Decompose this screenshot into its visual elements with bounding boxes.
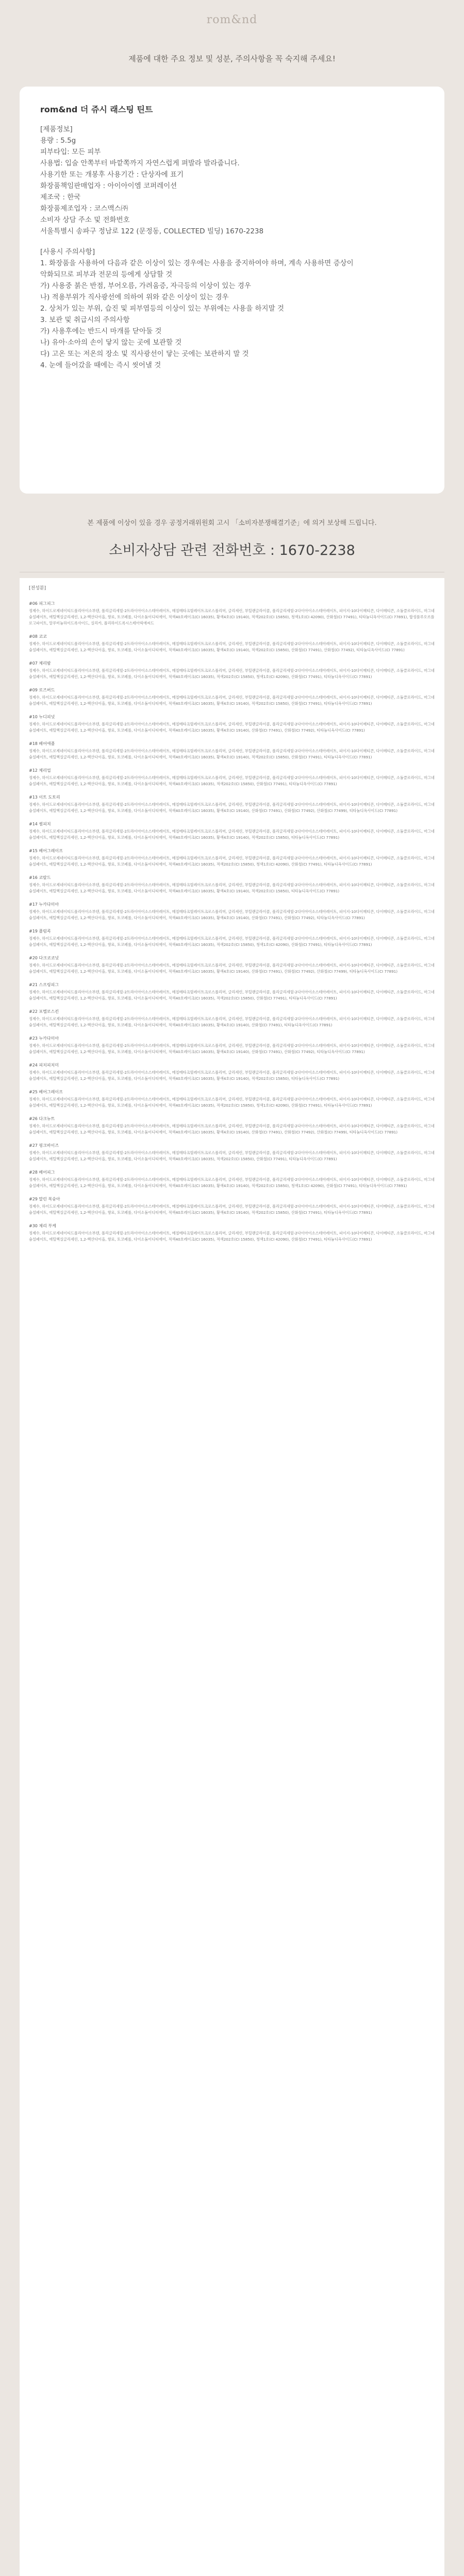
- ingredient-body: 정제수, 하이드로제네이티드폴리아이소부텐, 폴리글리세릴-2트라이아이소스테아레이트, 메칠메타크릴레이트크로스폴리머, 글리세린, 부틸렌글라이콜, 폴리글리세릴-2다이아이소스테아레이트, 피이지-10다이메티콘, 다이메티콘, 소듐클로라이드, 마그네슘설페이트, 에틸헥실글리세린, 1,2-헥산다이올, 향료, 토코페롤, 다이소듐이디티에이, 적색40호레이크(CI 16035), 황색4호(CI 19140), 적색202호(CI 15850), 산화철(CI 77491), 티타늄디옥사이드(CI 77891): [29, 749, 435, 759]
- caution-list: [40, 258, 424, 371]
- ingredient-section: [29, 1143, 435, 1162]
- ingredient-shade-title: #09 로즈버드: [29, 688, 55, 692]
- caution-line: 가) 사용중 붉은 반점, 부어오름, 가려움증, 자극등의 이상이 있는 경우: [40, 282, 251, 290]
- caution-line: 다) 고온 또는 저온의 장소 및 직사광선이 닿는 곳에는 보관하지 말 것: [40, 350, 249, 358]
- ingredient-shade-title: #06 피그피그: [29, 601, 55, 606]
- ingredient-body: 정제수, 하이드로제네이티드폴리아이소부텐, 폴리글리세릴-2트라이아이소스테아레이트, 메칠메타크릴레이트크로스폴리머, 글리세린, 부틸렌글라이콜, 폴리글리세릴-2다이아이소스테아레이트, 피이지-10다이메티콘, 다이메티콘, 소듐클로라이드, 마그네슘설페이트, 에틸헥실글리세린, 1,2-헥산다이올, 향료, 토코페롤, 다이소듐이디티에이, 적색40호레이크(CI 16035), 황색4호(CI 19140), 적색202호(CI 15850), 산화철(CI 77491), 산화철(CI 77492), 티타늄디옥사이드(CI 77891): [29, 641, 435, 652]
- ingredient-body: 정제수, 하이드로제네이티드폴리아이소부텐, 폴리글리세릴-2트라이아이소스테아레이트, 메칠메타크릴레이트크로스폴리머, 글리세린, 부틸렌글라이콜, 폴리글리세릴-2다이아이소스테아레이트, 피이지-10다이메티콘, 다이메티콘, 소듐클로라이드, 마그네슘설페이트, 에틸헥실글리세린, 1,2-헥산다이올, 향료, 토코페롤, 다이소듐이디티에이, 적색40호레이크(CI 16035), 황색4호(CI 19140), 적색202호(CI 15850), 청색1호(CI 42090), 산화철(CI 77491), 티타늄디옥사이드(CI 77891), 합성플루오르플로고파이트, 알루미늄하이드록사이드, 실리카, 폴리하이드록시스테아릭애씨드: [29, 608, 435, 625]
- ingredient-body: 정제수, 하이드로제네이티드폴리아이소부텐, 폴리글리세릴-2트라이아이소스테아레이트, 메칠메타크릴레이트크로스폴리머, 글리세린, 부틸렌글라이콜, 폴리글리세릴-2다이아이소스테아레이트, 피이지-10다이메티콘, 다이메티콘, 소듐클로라이드, 마그네슘설페이트, 에틸헥실글리세린, 1,2-헥산다이올, 향료, 토코페롤, 다이소듐이디티에이, 적색40호레이크(CI 16035), 황색4호(CI 19140), 적색202호(CI 15850), 티타늄디옥사이드(CI 77891): [29, 883, 435, 893]
- ingredient-section: [29, 982, 435, 1002]
- ingredient-body: 정제수, 하이드로제네이티드폴리아이소부텐, 폴리글리세릴-2트라이아이소스테아레이트, 메칠메타크릴레이트크로스폴리머, 글리세린, 부틸렌글라이콜, 폴리글리세릴-2다이아이소스테아레이트, 피이지-10다이메티콘, 다이메티콘, 소듐클로라이드, 마그네슘설페이트, 에틸헥실글리세린, 1,2-헥산다이올, 향료, 토코페롤, 다이소듐이디티에이, 적색40호레이크(CI 16035), 황색4호(CI 19140), 적색202호(CI 15850), 청색1호(CI 42090), 산화철(CI 77491), 티타늄디옥사이드(CI 77891): [29, 1177, 435, 1188]
- ingredient-section: [29, 714, 435, 734]
- caution-line: 2. 상처가 있는 부위, 습진 및 피부염등의 이상이 있는 부위에는 사용을 하지말 것: [40, 304, 284, 313]
- ingredients-list: [29, 601, 435, 1243]
- ingredient-section: [29, 1223, 435, 1243]
- ingredient-shade-title: #08 코코: [29, 634, 47, 639]
- info-line: 사용법: 입술 안쪽부터 바깥쪽까지 자연스럽게 펴발라 발라줍니다.: [40, 159, 240, 167]
- ingredient-shade-title: #27 핑크바이즈: [29, 1143, 59, 1148]
- brand-logo: rom&nd: [206, 13, 258, 26]
- ingredient-shade-title: #14 썸피치: [29, 822, 51, 826]
- ingredient-body: 정제수, 하이드로제네이티드폴리아이소부텐, 폴리글리세릴-2트라이아이소스테아레이트, 메칠메타크릴레이트크로스폴리머, 글리세린, 부틸렌글라이콜, 폴리글리세릴-2다이아이소스테아레이트, 피이지-10다이메티콘, 다이메티콘, 소듐클로라이드, 마그네슘설페이트, 에틸헥실글리세린, 1,2-헥산다이올, 향료, 토코페롤, 다이소듐이디티에이, 적색40호레이크(CI 16035), 황색4호(CI 19140), 산화철(CI 77491), 산화철(CI 77492), 티타늄디옥사이드(CI 77891): [29, 1043, 435, 1054]
- header-line: 제품에 대한 주요 정보 및 성분, 주의사항을 꼭 숙지해 주세요!: [128, 54, 336, 63]
- ingredient-body: 정제수, 하이드로제네이티드폴리아이소부텐, 폴리글리세릴-2트라이아이소스테아레이트, 메칠메타크릴레이트크로스폴리머, 글리세린, 부틸렌글라이콜, 폴리글리세릴-2다이아이소스테아레이트, 피이지-10다이메티콘, 다이메티콘, 소듐클로라이드, 마그네슘설페이트, 에틸헥실글리세린, 1,2-헥산다이올, 향료, 토코페롤, 다이소듐이디티에이, 적색40호레이크(CI 16035), 황색4호(CI 19140), 적색202호(CI 15850), 산화철(CI 77491), 티타늄디옥사이드(CI 77891): [29, 695, 435, 706]
- ingredient-body: 정제수, 하이드로제네이티드폴리아이소부텐, 폴리글리세릴-2트라이아이소스테아레이트, 메칠메타크릴레이트크로스폴리머, 글리세린, 부틸렌글라이콜, 폴리글리세릴-2다이아이소스테아레이트, 피이지-10다이메티콘, 다이메티콘, 소듐클로라이드, 마그네슘설페이트, 에틸헥실글리세린, 1,2-헥산다이올, 향료, 토코페롤, 다이소듐이디티에이, 적색40호레이크(CI 16035), 황색4호(CI 19140), 적색202호(CI 15850), 산화철(CI 77491), 티타늄디옥사이드(CI 77891): [29, 1204, 435, 1215]
- ingredient-section: [29, 955, 435, 975]
- product-info-list: [40, 124, 424, 237]
- caution-line: 악화되므로 피부과 전문의 등에게 상담할 것: [40, 270, 173, 279]
- ingredient-shade-title: #26 다크뉴트: [29, 1116, 55, 1121]
- ingredient-section: [29, 794, 435, 814]
- ingredient-section: [29, 1062, 435, 1082]
- product-title: rom&nd 더 쥬시 래스팅 틴트: [40, 105, 153, 114]
- ingredient-shade-title: #29 말린 복숭아: [29, 1197, 60, 1201]
- ingredient-body: 정제수, 하이드로제네이티드폴리아이소부텐, 폴리글리세릴-2트라이아이소스테아레이트, 메칠메타크릴레이트크로스폴리머, 글리세린, 부틸렌글라이콜, 폴리글리세릴-2다이아이소스테아레이트, 피이지-10다이메티콘, 다이메티콘, 소듐클로라이드, 마그네슘설페이트, 에틸헥실글리세린, 1,2-헥산다이올, 향료, 토코페롤, 다이소듐이디티에이, 적색40호레이크(CI 16035), 황색4호(CI 19140), 적색202호(CI 15850), 티타늄디옥사이드(CI 77891): [29, 829, 435, 840]
- ingredient-shade-title: #10 누디피넛: [29, 715, 55, 719]
- ingredient-section: [29, 928, 435, 948]
- customer-phone: 소비자상담 관련 전화번호 : 1670-2238: [109, 543, 355, 558]
- ingredient-shade-title: #19 플럼콕: [29, 929, 51, 934]
- ingredient-section: [29, 601, 435, 626]
- ingredient-body: 정제수, 하이드로제네이티드폴리아이소부텐, 폴리글리세릴-2트라이아이소스테아레이트, 메칠메타크릴레이트크로스폴리머, 글리세린, 부틸렌글라이콜, 폴리글리세릴-2다이아이소스테아레이트, 피이지-10다이메티콘, 다이메티콘, 소듐클로라이드, 마그네슘설페이트, 에틸헥실글리세린, 1,2-헥산다이올, 향료, 토코페롤, 다이소듐이디티에이, 적색40호레이크(CI 16035), 황색4호(CI 19140), 산화철(CI 77491), 산화철(CI 77492), 티타늄디옥사이드(CI 77891): [29, 909, 435, 920]
- ingredient-shade-title: #28 베어피그: [29, 1170, 55, 1175]
- ingredient-section: [29, 821, 435, 841]
- caution-line: 나) 적용부위가 직사광선에 의하여 위와 같은 이상이 있는 경우: [40, 293, 229, 301]
- ingredient-shade-title: #24 피치피치미: [29, 1063, 59, 1067]
- caution-line: 나) 유아·소아의 손이 닿지 않는 곳에 보관할 것: [40, 338, 182, 347]
- info-line: [제품정보]: [40, 125, 73, 133]
- info-line: 화장품책임판매업자 : 아이아이엠 코퍼레이션: [40, 182, 177, 190]
- info-line: 소비자 상담 주소 및 전화번호: [40, 216, 130, 224]
- ingredient-body: 정제수, 하이드로제네이티드폴리아이소부텐, 폴리글리세릴-2트라이아이소스테아레이트, 메칠메타크릴레이트크로스폴리머, 글리세린, 부틸렌글라이콜, 폴리글리세릴-2다이아이소스테아레이트, 피이지-10다이메티콘, 다이메티콘, 소듐클로라이드, 마그네슘설페이트, 에틸헥실글리세린, 1,2-헥산다이올, 향료, 토코페롤, 다이소듐이디티에이, 적색40호레이크(CI 16035), 적색202호(CI 15850), 산화철(CI 77491), 티타늄디옥사이드(CI 77891): [29, 990, 435, 1001]
- ingredient-shade-title: #13 이트 도토리: [29, 795, 60, 800]
- ingredient-section: [29, 1116, 435, 1136]
- ingredient-body: 정제수, 하이드로제네이티드폴리아이소부텐, 폴리글리세릴-2트라이아이소스테아레이트, 메칠메타크릴레이트크로스폴리머, 글리세린, 부틸렌글라이콜, 폴리글리세릴-2다이아이소스테아레이트, 피이지-10다이메티콘, 다이메티콘, 소듐클로라이드, 마그네슘설페이트, 에틸헥실글리세린, 1,2-헥산다이올, 향료, 토코페롤, 다이소듐이디티에이, 적색40호레이크(CI 16035), 황색4호(CI 19140), 산화철(CI 77491), 산화철(CI 77492), 산화철(CI 77499), 티타늄디옥사이드(CI 77891): [29, 1124, 435, 1134]
- ingredient-section: [29, 741, 435, 760]
- info-line: 용량 : 5.5g: [40, 137, 76, 145]
- spacer: [40, 237, 424, 246]
- ingredient-section: [29, 660, 435, 680]
- ingredient-section: [29, 1036, 435, 1055]
- ingredient-body: 정제수, 하이드로제네이티드폴리아이소부텐, 폴리글리세릴-2트라이아이소스테아레이트, 메칠메타크릴레이트크로스폴리머, 글리세린, 부틸렌글라이콜, 폴리글리세릴-2다이아이소스테아레이트, 피이지-10다이메티콘, 다이메티콘, 소듐클로라이드, 마그네슘설페이트, 에틸헥실글리세린, 1,2-헥산다이올, 향료, 토코페롤, 다이소듐이디티에이, 적색40호레이크(CI 16035), 적색202호(CI 15850), 청색1호(CI 42090), 산화철(CI 77491), 티타늄디옥사이드(CI 77891): [29, 1097, 435, 1108]
- ingredient-body: 정제수, 하이드로제네이티드폴리아이소부텐, 폴리글리세릴-2트라이아이소스테아레이트, 메칠메타크릴레이트크로스폴리머, 글리세린, 부틸렌글라이콜, 폴리글리세릴-2다이아이소스테아레이트, 피이지-10다이메티콘, 다이메티콘, 소듐클로라이드, 마그네슘설페이트, 에틸헥실글리세린, 1,2-헥산다이올, 향료, 토코페롤, 다이소듐이디티에이, 적색40호레이크(CI 16035), 황색4호(CI 19140), 산화철(CI 77491), 티타늄디옥사이드(CI 77891): [29, 1016, 435, 1027]
- info-line: 제조국 : 한국: [40, 193, 81, 201]
- ingredient-body: 정제수, 하이드로제네이티드폴리아이소부텐, 폴리글리세릴-2트라이아이소스테아레이트, 메칠메타크릴레이트크로스폴리머, 글리세린, 부틸렌글라이콜, 폴리글리세릴-2다이아이소스테아레이트, 피이지-10다이메티콘, 다이메티콘, 소듐클로라이드, 마그네슘설페이트, 에틸헥실글리세린, 1,2-헥산다이올, 향료, 토코페롤, 다이소듐이디티에이, 적색40호레이크(CI 16035), 황색4호(CI 19140), 산화철(CI 77491), 산화철(CI 77492), 산화철(CI 77499), 티타늄디옥사이드(CI 77891): [29, 963, 435, 974]
- ingredient-shade-title: #16 코랄드: [29, 875, 51, 880]
- info-line: 피부타입: 모든 피부: [40, 148, 101, 156]
- caution-line: 3. 보관 및 취급시의 주의사항: [40, 316, 130, 324]
- ingredient-section: [29, 1089, 435, 1109]
- ingredient-body: 정제수, 하이드로제네이티드폴리아이소부텐, 폴리글리세릴-2트라이아이소스테아레이트, 메칠메타크릴레이트크로스폴리머, 글리세린, 부틸렌글라이콜, 폴리글리세릴-2다이아이소스테아레이트, 피이지-10다이메티콘, 다이메티콘, 소듐클로라이드, 마그네슘설페이트, 에틸헥실글리세린, 1,2-헥산다이올, 향료, 토코페롤, 다이소듐이디티에이, 적색40호레이크(CI 16035), 황색4호(CI 19140), 산화철(CI 77491), 산화철(CI 77492), 티타늄디옥사이드(CI 77891): [29, 722, 435, 733]
- ingredient-section: [29, 875, 435, 894]
- ingredient-shade-title: #23 누카다미아: [29, 1036, 59, 1041]
- ingredient-shade-title: #25 베어그레이프: [29, 1090, 63, 1094]
- caution-line: 가) 사용후에는 반드시 마개를 닫아둘 것: [40, 327, 162, 335]
- ingredient-shade-title: #18 베어애플: [29, 741, 55, 746]
- ingredient-body: 정제수, 하이드로제네이티드폴리아이소부텐, 폴리글리세릴-2트라이아이소스테아레이트, 메칠메타크릴레이트크로스폴리머, 글리세린, 부틸렌글라이콜, 폴리글리세릴-2다이아이소스테아레이트, 피이지-10다이메티콘, 다이메티콘, 소듐클로라이드, 마그네슘설페이트, 에틸헥실글리세린, 1,2-헥산다이올, 향료, 토코페롤, 다이소듐이디티에이, 적색40호레이크(CI 16035), 황색4호(CI 19140), 산화철(CI 77491), 산화철(CI 77492), 산화철(CI 77499), 티타늄디옥사이드(CI 77891): [29, 802, 435, 813]
- ingredient-body: 정제수, 하이드로제네이티드폴리아이소부텐, 폴리글리세릴-2트라이아이소스테아레이트, 메칠메타크릴레이트크로스폴리머, 글리세린, 부틸렌글라이콜, 폴리글리세릴-2다이아이소스테아레이트, 피이지-10다이메티콘, 다이메티콘, 소듐클로라이드, 마그네슘설페이트, 에틸헥실글리세린, 1,2-헥산다이올, 향료, 토코페롤, 다이소듐이디티에이, 적색40호레이크(CI 16035), 황색4호(CI 19140), 적색202호(CI 15850), 티타늄디옥사이드(CI 77891): [29, 1070, 435, 1081]
- ingredient-body: 정제수, 하이드로제네이티드폴리아이소부텐, 폴리글리세릴-2트라이아이소스테아레이트, 메칠메타크릴레이트크로스폴리머, 글리세린, 부틸렌글라이콜, 폴리글리세릴-2다이아이소스테아레이트, 피이지-10다이메티콘, 다이메티콘, 소듐클로라이드, 마그네슘설페이트, 에틸헥실글리세린, 1,2-헥산다이올, 향료, 토코페롤, 다이소듐이디티에이, 적색40호레이크(CI 16035), 적색202호(CI 15850), 산화철(CI 77491), 티타늄디옥사이드(CI 77891): [29, 1150, 435, 1161]
- ingredient-body: 정제수, 하이드로제네이티드폴리아이소부텐, 폴리글리세릴-2트라이아이소스테아레이트, 메칠메타크릴레이트크로스폴리머, 글리세린, 부틸렌글라이콜, 폴리글리세릴-2다이아이소스테아레이트, 피이지-10다이메티콘, 다이메티콘, 소듐클로라이드, 마그네슘설페이트, 에틸헥실글리세린, 1,2-헥산다이올, 향료, 토코페롤, 다이소듐이디티에이, 적색40호레이크(CI 16035), 적색202호(CI 15850), 산화철(CI 77491), 티타늄디옥사이드(CI 77891): [29, 775, 435, 786]
- ingredient-section: [29, 848, 435, 868]
- product-info-card: [20, 87, 444, 494]
- ingredient-body: 정제수, 하이드로제네이티드폴리아이소부텐, 폴리글리세릴-2트라이아이소스테아레이트, 메칠메타크릴레이트크로스폴리머, 글리세린, 부틸렌글라이콜, 폴리글리세릴-2다이아이소스테아레이트, 피이지-10다이메티콘, 다이메티콘, 소듐클로라이드, 마그네슘설페이트, 에틸헥실글리세린, 1,2-헥산다이올, 향료, 토코페롤, 다이소듐이디티에이, 적색40호레이크(CI 16035), 적색202호(CI 15850), 청색1호(CI 42090), 산화철(CI 77491), 티타늄디옥사이드(CI 77891): [29, 668, 435, 679]
- caution-title: [사용시 주의사항]: [40, 248, 95, 256]
- ingredient-shade-title: #07 체리밤: [29, 661, 51, 666]
- ingredient-shade-title: #17 누카다미아: [29, 902, 59, 907]
- caution-line: 1. 화장품을 사용하여 다음과 같은 이상이 있는 경우에는 사용을 중지하여야 하며, 계속 사용하면 증상이: [40, 259, 354, 267]
- caution-line: 4. 눈에 들어갔을 때에는 즉시 씻어낼 것: [40, 361, 161, 369]
- ingredient-shade-title: #20 다크코코넛: [29, 956, 59, 960]
- info-line: 화장품제조업자 : 코스맥스㈜: [40, 205, 128, 213]
- ingredient-section: [29, 687, 435, 707]
- ingredient-section: [29, 1009, 435, 1028]
- ingredient-section: [29, 634, 435, 653]
- ingredient-shade-title: #12 체리업: [29, 768, 51, 773]
- info-line: 서울특별시 송파구 정남로 122 (문정동, COLLECTED 빌딩) 1670-2238: [40, 227, 264, 235]
- ingredients-panel: [20, 578, 444, 2576]
- ingredient-body: 정제수, 하이드로제네이티드폴리아이소부텐, 폴리글리세릴-2트라이아이소스테아레이트, 메칠메타크릴레이트크로스폴리머, 글리세린, 부틸렌글라이콜, 폴리글리세릴-2다이아이소스테아레이트, 피이지-10다이메티콘, 다이메티콘, 소듐클로라이드, 마그네슘설페이트, 에틸헥실글리세린, 1,2-헥산다이올, 향료, 토코페롤, 다이소듐이디티에이, 적색40호레이크(CI 16035), 적색202호(CI 15850), 청색1호(CI 42090), 산화철(CI 77491), 티타늄디옥사이드(CI 77891): [29, 856, 435, 867]
- ingredient-body: 정제수, 하이드로제네이티드폴리아이소부텐, 폴리글리세릴-2트라이아이소스테아레이트, 메칠메타크릴레이트크로스폴리머, 글리세린, 부틸렌글라이콜, 폴리글리세릴-2다이아이소스테아레이트, 피이지-10다이메티콘, 다이메티콘, 소듐클로라이드, 마그네슘설페이트, 에틸헥실글리세린, 1,2-헥산다이올, 향료, 토코페롤, 다이소듐이디티에이, 적색40호레이크(CI 16035), 적색202호(CI 15850), 청색1호(CI 42090), 산화철(CI 77491), 티타늄디옥사이드(CI 77891): [29, 1231, 435, 1242]
- ingredient-shade-title: #15 베어그레이프: [29, 849, 63, 853]
- ingredients-title: [전성분]: [29, 586, 46, 591]
- ingredient-section: [29, 768, 435, 787]
- ingredient-section: [29, 1170, 435, 1189]
- ingredient-body: 정제수, 하이드로제네이티드폴리아이소부텐, 폴리글리세릴-2트라이아이소스테아레이트, 메칠메타크릴레이트크로스폴리머, 글리세린, 부틸렌글라이콜, 폴리글리세릴-2다이아이소스테아레이트, 피이지-10다이메티콘, 다이메티콘, 소듐클로라이드, 마그네슘설페이트, 에틸헥실글리세린, 1,2-헥산다이올, 향료, 토코페롤, 다이소듐이디티에이, 적색40호레이크(CI 16035), 적색202호(CI 15850), 청색1호(CI 42090), 산화철(CI 77491), 티타늄디옥사이드(CI 77891): [29, 936, 435, 947]
- ingredient-shade-title: #21 스프링피그: [29, 982, 59, 987]
- compensation-notice: 본 제품에 이상이 있을 경우 공정거래위원회 고시 「소비자분쟁해결기준」에 의거 보상해 드립니다.: [87, 519, 377, 527]
- ingredient-section: [29, 902, 435, 921]
- ingredient-section: [29, 1196, 435, 1216]
- info-line: 사용기한 또는 개봉후 사용기간 : 단상자에 표기: [40, 171, 184, 179]
- header-notice: [0, 52, 464, 66]
- ingredient-shade-title: #30 체리 부케: [29, 1224, 56, 1228]
- ingredient-shade-title: #22 포멜로스킨: [29, 1009, 59, 1014]
